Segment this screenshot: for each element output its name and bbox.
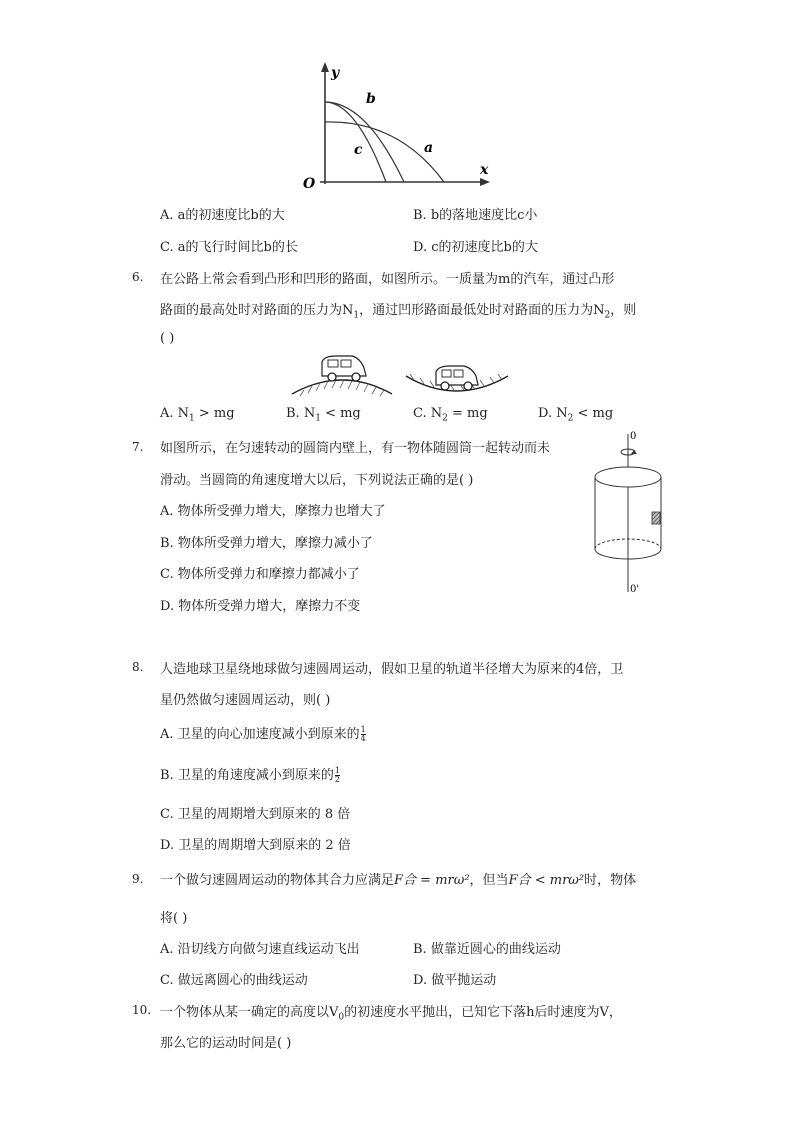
q5-option-d: D. c的初速度比b的大 bbox=[413, 240, 538, 255]
q6-line-2: 路面的最高处时对路面的压力为$N_1$，通过凹形路面最低处时对路面的压力为$N_2$，则 bbox=[160, 303, 637, 321]
curve-c-label: c bbox=[354, 142, 363, 158]
y-axis-arrow bbox=[321, 62, 329, 72]
q7-option-a: A. 物体所受弹力增大，摩擦力也增大了 bbox=[160, 504, 386, 519]
q9-option-d: D. 做平抛运动 bbox=[413, 973, 497, 988]
axis-top-label: 0 bbox=[630, 431, 637, 442]
road-figure bbox=[290, 352, 512, 398]
projectile-figure bbox=[298, 60, 498, 195]
q7-line-2: 滑动。当圆筒的角速度增大以后，下列说法正确的是( ) bbox=[160, 473, 474, 488]
q6-option-c: C. $N_2$ = mg bbox=[413, 406, 488, 424]
q6-line-1: 在公路上常会看到凸形和凹形的路面，如图所示。一质量为m的汽车，通过凸形 bbox=[160, 272, 615, 287]
q5-option-c: C. a的飞行时间比b的长 bbox=[160, 240, 298, 255]
q7-line-1: 如图所示，在匀速转动的圆筒内壁上，有一物体随圆筒一起转动而未 bbox=[160, 441, 551, 456]
q9-option-c: C. 做远离圆心的曲线运动 bbox=[160, 973, 308, 988]
car-convex bbox=[322, 356, 366, 381]
origin-label: O bbox=[303, 176, 316, 192]
q9-option-a: A. 沿切线方向做匀速直线运动飞出 bbox=[160, 942, 360, 957]
q6-number: 6. bbox=[132, 270, 144, 284]
x-axis-arrow bbox=[480, 178, 490, 186]
q10-line-2: 那么它的运动时间是( ) bbox=[160, 1036, 292, 1051]
convex-road-hatching bbox=[300, 380, 384, 396]
cylinder-figure bbox=[588, 428, 678, 598]
q8-option-d: D. 卫星的周期增大到原来的 2 倍 bbox=[160, 838, 351, 853]
axis-bottom-label: 0' bbox=[630, 584, 640, 595]
q7-option-d: D. 物体所受弹力增大，摩擦力不变 bbox=[160, 599, 361, 614]
cylinder-top bbox=[595, 467, 661, 487]
q8-option-a: A. 卫星的向心加速度减小到原来的 $\frac{1}{4}$ bbox=[160, 725, 366, 743]
q6-option-d: D. $N_2$ < mg bbox=[538, 406, 614, 424]
q6-option-b: B. $N_1$ < mg bbox=[286, 406, 361, 424]
object-block bbox=[652, 512, 660, 524]
q10-number: 10. bbox=[132, 1003, 152, 1017]
x-axis-label: x bbox=[480, 162, 489, 178]
q7-number: 7. bbox=[132, 440, 144, 454]
q6-line-3: ( ) bbox=[160, 331, 175, 346]
fraction-one-quarter: $\frac{1}{4}$ bbox=[360, 725, 366, 743]
curve-b-label: b bbox=[366, 91, 376, 107]
q9-number: 9. bbox=[132, 872, 144, 886]
q8-number: 8. bbox=[132, 660, 144, 674]
q5-option-b: B. b的落地速度比c小 bbox=[413, 208, 538, 223]
q7-option-b: B. 物体所受弹力增大，摩擦力减小了 bbox=[160, 536, 373, 551]
q9-line-2: 将( ) bbox=[160, 911, 188, 926]
q9-line-1: 一个做匀速圆周运动的物体其合力应满足F合 = mrω²，但当F合 < mrω²时，物体 bbox=[160, 873, 637, 888]
q8-line-2: 星仍然做匀速圆周运动，则( ) bbox=[160, 693, 331, 708]
formula-net-force-equal: F合 = mrω² bbox=[394, 873, 470, 888]
fraction-one-half: $\frac{1}{2}$ bbox=[334, 766, 340, 784]
q9-option-b: B. 做靠近圆心的曲线运动 bbox=[413, 942, 561, 957]
q5-option-a: A. a的初速度比b的大 bbox=[160, 208, 285, 223]
q6-option-a: A. $N_1$ > mg bbox=[160, 406, 235, 424]
convex-road bbox=[292, 380, 392, 394]
q7-option-c: C. 物体所受弹力和摩擦力都减小了 bbox=[160, 567, 360, 582]
q10-line-1: 一个物体从某一确定的高度以$V_0$的初速度水平抛出，已知它下落h后时速度为V， bbox=[160, 1005, 622, 1023]
q8-line-1: 人造地球卫星绕地球做匀速圆周运动，假如卫星的轨道半径增大为原来的4倍，卫 bbox=[160, 662, 624, 677]
curve-a-label: a bbox=[424, 140, 434, 156]
curve-b bbox=[325, 102, 404, 182]
rotation-arrow-head bbox=[631, 450, 637, 454]
y-axis-label: y bbox=[331, 65, 340, 81]
q8-option-b: B. 卫星的角速度减小到原来的 $\frac{1}{2}$ bbox=[160, 766, 340, 784]
car-concave bbox=[436, 366, 478, 390]
formula-net-force-less: F合 < mrω² bbox=[508, 873, 585, 888]
q8-option-c: C. 卫星的周期增大到原来的 8 倍 bbox=[160, 807, 351, 822]
